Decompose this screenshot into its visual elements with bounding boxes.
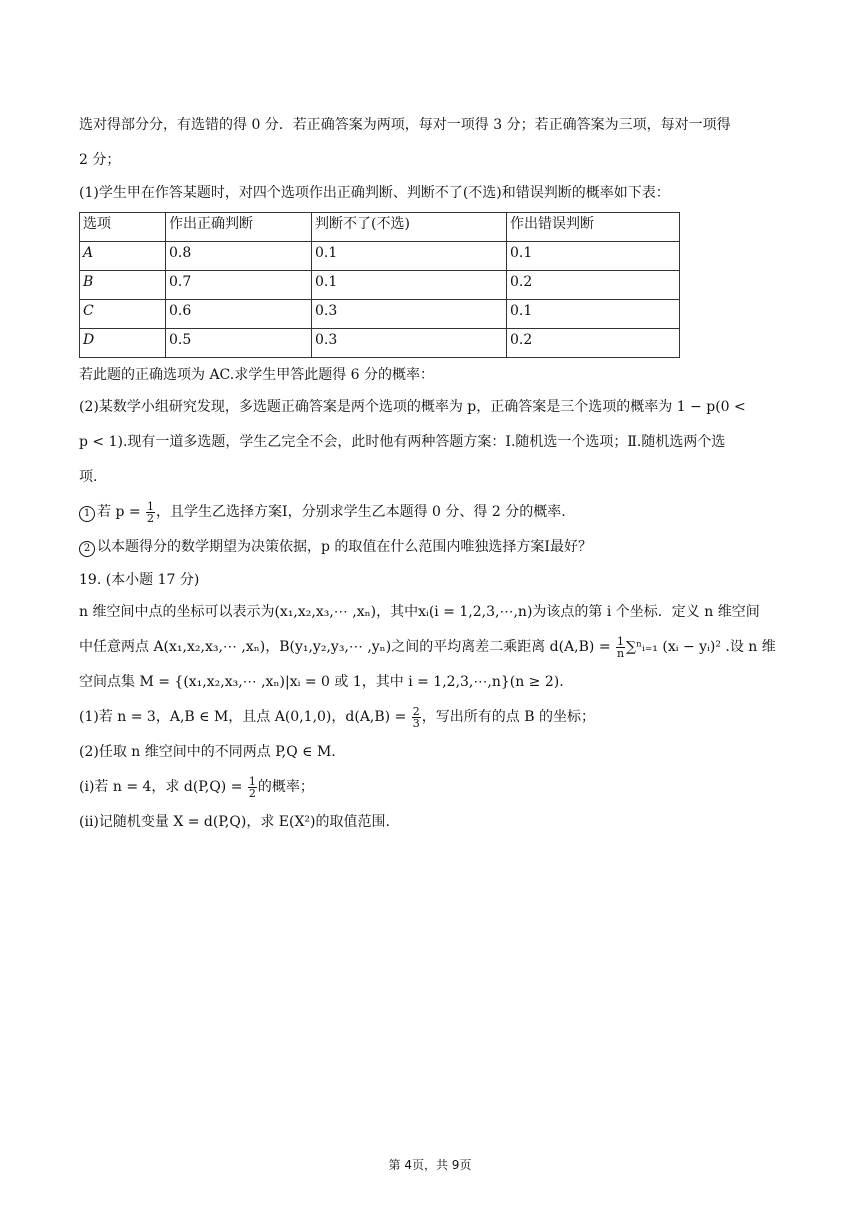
table-cell: B <box>80 271 166 300</box>
text-line: 项. <box>79 469 98 485</box>
fraction-denominator: 2 <box>248 786 256 800</box>
question-heading: 19. (本小题 17 分) <box>79 572 200 588</box>
text-segment: (i)若 n = 4，求 d(P,Q) = <box>79 779 247 795</box>
fraction-numerator: 2 <box>412 704 420 718</box>
text-segment: 的概率； <box>257 779 314 795</box>
fraction <box>616 636 625 659</box>
text-line <box>79 530 779 565</box>
table-header-cell: 判断不了(不选) <box>312 213 507 242</box>
text-line: (2)任取 n 维空间中的不同两点 P,Q ∈ M. <box>79 744 336 760</box>
text-segment: 若 p = <box>97 504 146 520</box>
text-segment: 中任意两点 A(x₁,x₂,x₃,⋯ ,xₙ)，B(y₁,y₂,y₃,⋯ ,yₙ)之间的平均离差二乘距离 d(A,B) = <box>79 639 616 655</box>
text-line: 若此题的正确选项为 AC.求学生甲答此题得 6 分的概率： <box>79 367 435 383</box>
document-body <box>79 108 779 840</box>
table-cell: 0.6 <box>166 300 312 329</box>
text-line <box>79 700 779 735</box>
text-line <box>79 630 779 665</box>
table-row <box>80 329 680 358</box>
table-row <box>80 300 680 329</box>
text-line <box>79 495 779 530</box>
text-line: n 维空间中点的坐标可以表示为(x₁,x₂,x₃,⋯ ,xₙ)，其中xᵢ(i = 1,2,3,⋯,n)为该点的第 i 个坐标．定义 n 维空间 <box>79 604 760 620</box>
fraction-numerator: 1 <box>147 499 155 513</box>
text-line <box>79 770 779 805</box>
circled-number: 1 <box>79 506 95 522</box>
fraction <box>412 706 421 729</box>
fraction-denominator: 3 <box>412 716 420 730</box>
text-segment: ，写出所有的点 B 的坐标； <box>421 709 595 725</box>
text-segment: ，且学生乙选择方案Ⅰ，分别求学生乙本题得 0 分、得 2 分的概率. <box>156 504 566 520</box>
table-row <box>80 242 680 271</box>
table-cell: 0.7 <box>166 271 312 300</box>
table-header-cell: 作出错误判断 <box>507 213 680 242</box>
table-row <box>80 271 680 300</box>
table-header-cell: 作出正确判断 <box>166 213 312 242</box>
table-cell: 0.3 <box>312 329 507 358</box>
text-line: (1)学生甲在作答某题时，对四个选项作出正确判断、判断不了(不选)和错误判断的概率如下表： <box>79 185 670 201</box>
page-footer: 第 4页，共 9页 <box>388 1158 472 1172</box>
table-cell: D <box>80 329 166 358</box>
text-line: (2)某数学小组研究发现，多选题正确答案是两个选项的概率为 p，正确答案是三个选项的概率为 1 − p(0 < <box>79 399 746 415</box>
fraction-numerator: 1 <box>617 634 625 648</box>
fraction-numerator: 1 <box>248 774 256 788</box>
table-cell: 0.3 <box>312 300 507 329</box>
table-cell: 0.1 <box>312 242 507 271</box>
probability-table <box>79 212 680 358</box>
table-cell: 0.8 <box>166 242 312 271</box>
fraction-denominator: 2 <box>147 511 155 525</box>
text-line: 2 分； <box>79 152 121 168</box>
table-cell: A <box>80 242 166 271</box>
text-line: p < 1).现有一道多选题，学生乙完全不会，此时他有两种答题方案：Ⅰ.随机选一个选项；Ⅱ.随机选两个选 <box>79 434 726 450</box>
fraction <box>248 776 257 799</box>
fraction-denominator: n <box>616 646 625 660</box>
table-header-row <box>80 213 680 242</box>
text-line: (ii)记随机变量 X = d(P,Q)，求 E(X²)的取值范围. <box>79 814 390 830</box>
table-cell: 0.2 <box>507 329 680 358</box>
table-cell: 0.1 <box>507 300 680 329</box>
circled-number: 2 <box>79 541 95 557</box>
table-cell: C <box>80 300 166 329</box>
text-segment: ∑ⁿᵢ₌₁ (xᵢ − yᵢ)² .设 n 维 <box>626 639 776 655</box>
text-segment: 以本题得分的数学期望为决策依据，p 的取值在什么范围内唯独选择方案Ⅰ最好？ <box>97 539 592 555</box>
table-header-cell: 选项 <box>80 213 166 242</box>
text-segment: (1)若 n = 3，A,B ∈ M，且点 A(0,1,0)，d(A,B) = <box>79 709 411 725</box>
table-cell: 0.2 <box>507 271 680 300</box>
fraction <box>146 501 155 524</box>
table-cell: 0.1 <box>507 242 680 271</box>
text-line: 选对得部分分，有选错的得 0 分．若正确答案为两项，每对一项得 3 分；若正确答案为三项，每对一项得 <box>79 117 731 133</box>
table-cell: 0.5 <box>166 329 312 358</box>
text-line: 空间点集 M = {(x₁,x₂,x₃,⋯ ,xₙ)|xᵢ = 0 或 1，其中 i = 1,2,3,⋯,n}(n ≥ 2). <box>79 674 564 690</box>
table-cell: 0.1 <box>312 271 507 300</box>
